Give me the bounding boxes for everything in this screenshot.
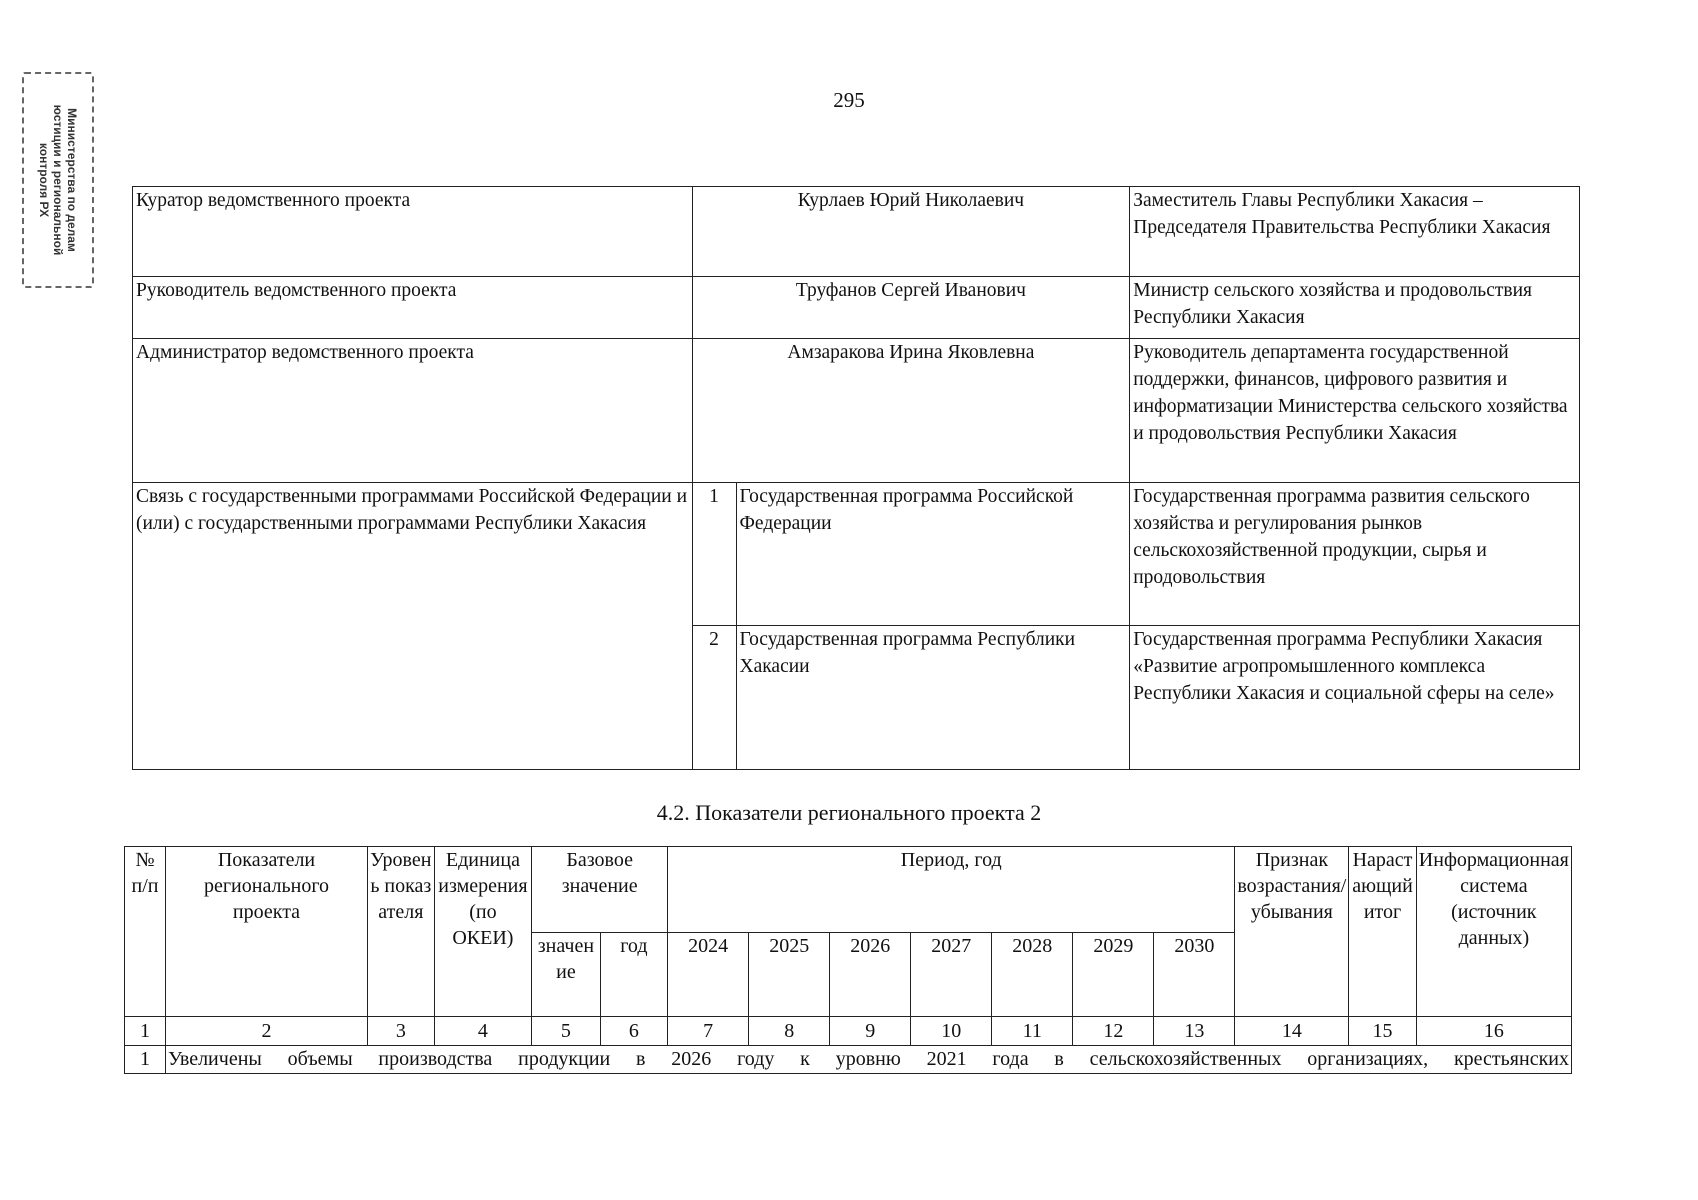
header-year: 2029 xyxy=(1073,933,1154,1017)
header-year: 2024 xyxy=(668,933,749,1017)
column-number: 8 xyxy=(749,1017,830,1046)
column-number: 6 xyxy=(600,1017,668,1046)
column-number: 3 xyxy=(368,1017,435,1046)
stamp-line: Министерства по делам xyxy=(65,108,79,252)
curator-name: Курлаев Юрий Николаевич xyxy=(692,187,1130,277)
column-number: 1 xyxy=(125,1017,166,1046)
indicators-table xyxy=(124,846,1572,1074)
registration-stamp xyxy=(22,72,94,288)
project-passport-table xyxy=(132,186,1580,770)
column-number: 13 xyxy=(1154,1017,1235,1046)
header-year: 2025 xyxy=(749,933,830,1017)
head-position: Министр сельского хозяйства и продовольствия Республики Хакасия xyxy=(1130,277,1580,339)
program-name: Государственная программа развития сельского хозяйства и регулирования рынков сельскохозяйственной продукции, сырья и продовольствия xyxy=(1130,483,1580,626)
header-year: 2026 xyxy=(830,933,911,1017)
header-cumulative: Нарастающий итог xyxy=(1349,847,1416,1017)
header-level: Уровень показателя xyxy=(368,847,435,1017)
column-number: 5 xyxy=(532,1017,600,1046)
administrator-position: Руководитель департамента государственной поддержки, финансов, цифрового развития и информатизации Министерства сельского хозяйства и продовольствия Республики Хакасия xyxy=(1130,339,1580,483)
administrator-name: Амзаракова Ирина Яковлевна xyxy=(692,339,1130,483)
administrator-label: Администратор ведомственного проекта xyxy=(133,339,693,483)
curator-position: Заместитель Главы Республики Хакасия – Председателя Правительства Республики Хакасия xyxy=(1130,187,1580,277)
table-header-row xyxy=(125,847,1572,933)
program-type: Государственная программа Республики Хакасии xyxy=(736,626,1130,770)
column-number: 7 xyxy=(668,1017,749,1046)
column-number: 10 xyxy=(911,1017,992,1046)
column-number: 9 xyxy=(830,1017,911,1046)
header-year: 2027 xyxy=(911,933,992,1017)
curator-label: Куратор ведомственного проекта xyxy=(133,187,693,277)
section-heading: 4.2. Показатели регионального проекта 2 xyxy=(656,800,1042,825)
header-unit: Единица измерения (по ОКЕИ) xyxy=(434,847,532,1017)
column-number: 11 xyxy=(992,1017,1073,1046)
header-year: 2030 xyxy=(1154,933,1235,1017)
column-number: 12 xyxy=(1073,1017,1154,1046)
page-number: 295 xyxy=(833,88,865,112)
header-num: № п/п xyxy=(125,847,166,1017)
column-number: 2 xyxy=(165,1017,367,1046)
table-row xyxy=(133,483,1580,626)
header-source: Информационная система (источник данных) xyxy=(1416,847,1571,1017)
header-year: 2028 xyxy=(992,933,1073,1017)
stamp-text xyxy=(37,80,79,280)
table-row xyxy=(125,1046,1572,1074)
header-base: Базовое значение xyxy=(532,847,668,933)
column-number: 14 xyxy=(1235,1017,1349,1046)
header-base-year: год xyxy=(600,933,668,1017)
programs-link-label: Связь с государственными программами Российской Федерации и (или) с государственными программами Республики Хакасия xyxy=(133,483,693,770)
table-row xyxy=(133,187,1580,277)
stamp-line: контроля РХ xyxy=(37,142,51,218)
indicator-statement: Увеличены объемы производства продукции в 2026 году к уровню 2021 года в сельскохозяйственных организациях, крестьянских xyxy=(165,1046,1571,1074)
column-number: 15 xyxy=(1349,1017,1416,1046)
program-type: Государственная программа Российской Федерации xyxy=(736,483,1130,626)
program-name: Государственная программа Республики Хакасия «Развитие агропромышленного комплекса Республики Хакасия и социальной сферы на селе» xyxy=(1130,626,1580,770)
stamp-line: юстиции и региональной xyxy=(51,104,65,256)
head-name: Труфанов Сергей Иванович xyxy=(692,277,1130,339)
program-number: 2 xyxy=(692,626,736,770)
column-numbers-row xyxy=(125,1017,1572,1046)
header-period: Период, год xyxy=(668,847,1235,933)
program-number: 1 xyxy=(692,483,736,626)
table-row xyxy=(133,339,1580,483)
header-indicator: Показатели регионального проекта xyxy=(165,847,367,1017)
column-number: 4 xyxy=(434,1017,532,1046)
column-number: 16 xyxy=(1416,1017,1571,1046)
row-number: 1 xyxy=(125,1046,166,1074)
head-label: Руководитель ведомственного проекта xyxy=(133,277,693,339)
header-trend: Признак возрастания/ убывания xyxy=(1235,847,1349,1017)
header-base-value: значение xyxy=(532,933,600,1017)
table-row xyxy=(133,277,1580,339)
